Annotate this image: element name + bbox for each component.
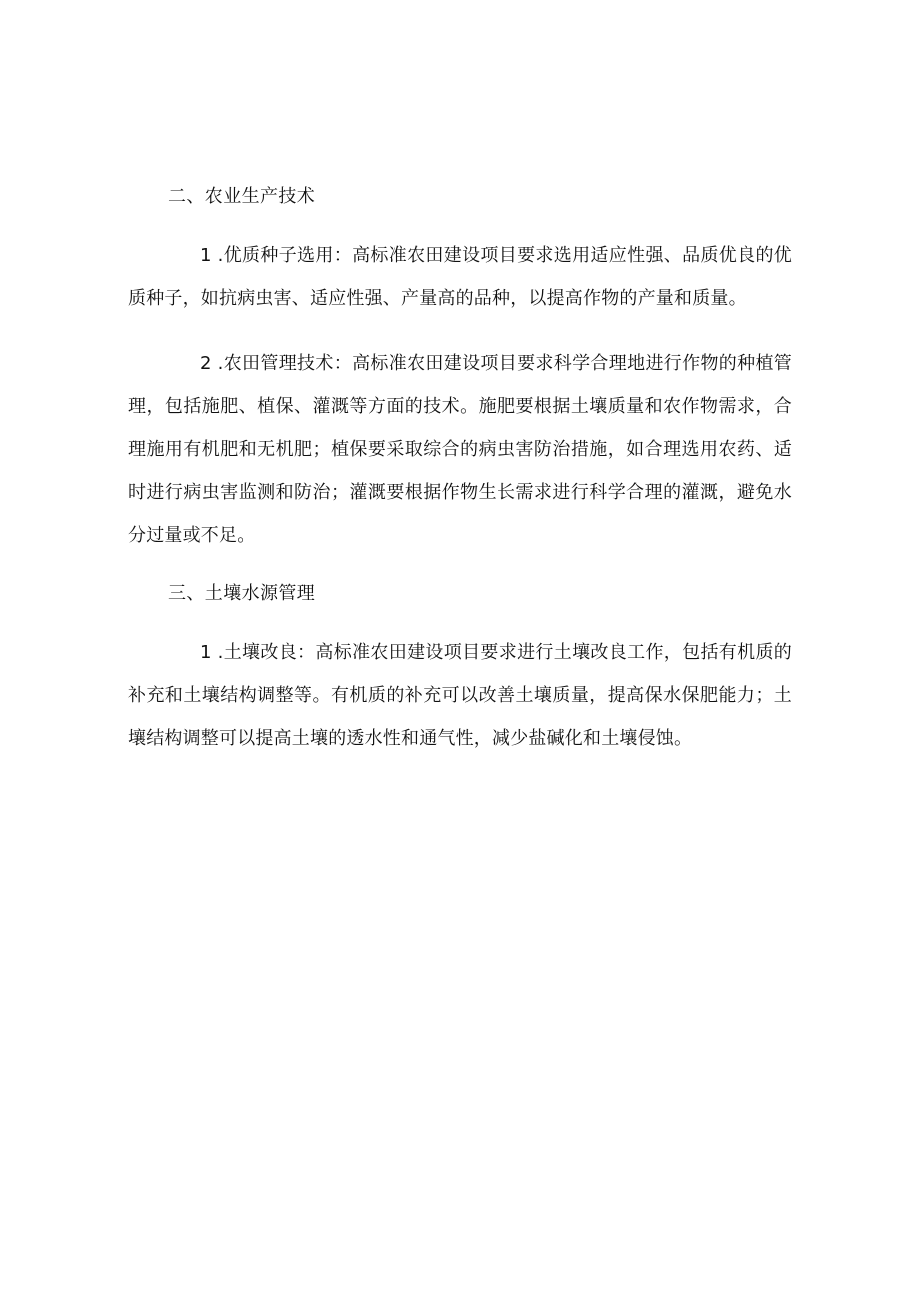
document-body — [128, 182, 792, 782]
section-heading-agriculture-tech: 二、农业生产技术 — [168, 186, 316, 207]
item-number: 1 — [200, 642, 212, 663]
paragraph-text: .优质种子选用：高标准农田建设项目要求选用适应性强、品质优良的优质种子，如抗病虫害、适应性强、产量高的品种，以提高作物的产量和质量。 — [128, 245, 792, 309]
paragraph-seed-selection — [128, 234, 792, 320]
paragraph-text: .农田管理技术：高标准农田建设项目要求科学合理地进行作物的种植管理，包括施肥、植保、灌溉等方面的技术。施肥要根据土壤质量和农作物需求，合理施用有机肥和无机肥；植保要采取综合的病虫害防治措施，如合理选用农药、适时进行病虫害监测和防治；灌溉要根据作物生长需求进行科学合理的灌溉，避免水分过量或不足。 — [128, 353, 792, 546]
paragraph-soil-improvement — [128, 631, 792, 760]
paragraph-text: .土壤改良：高标准农田建设项目要求进行土壤改良工作，包括有机质的补充和土壤结构调整等。有机质的补充可以改善土壤质量，提高保水保肥能力；土壤结构调整可以提高土壤的透水性和通气性，减少盐碱化和土壤侵蚀。 — [128, 642, 792, 749]
item-number: 2 — [200, 353, 212, 374]
paragraph-field-management — [128, 342, 792, 557]
item-number: 1 — [200, 245, 212, 266]
section-heading-soil-water: 三、土壤水源管理 — [168, 583, 316, 604]
